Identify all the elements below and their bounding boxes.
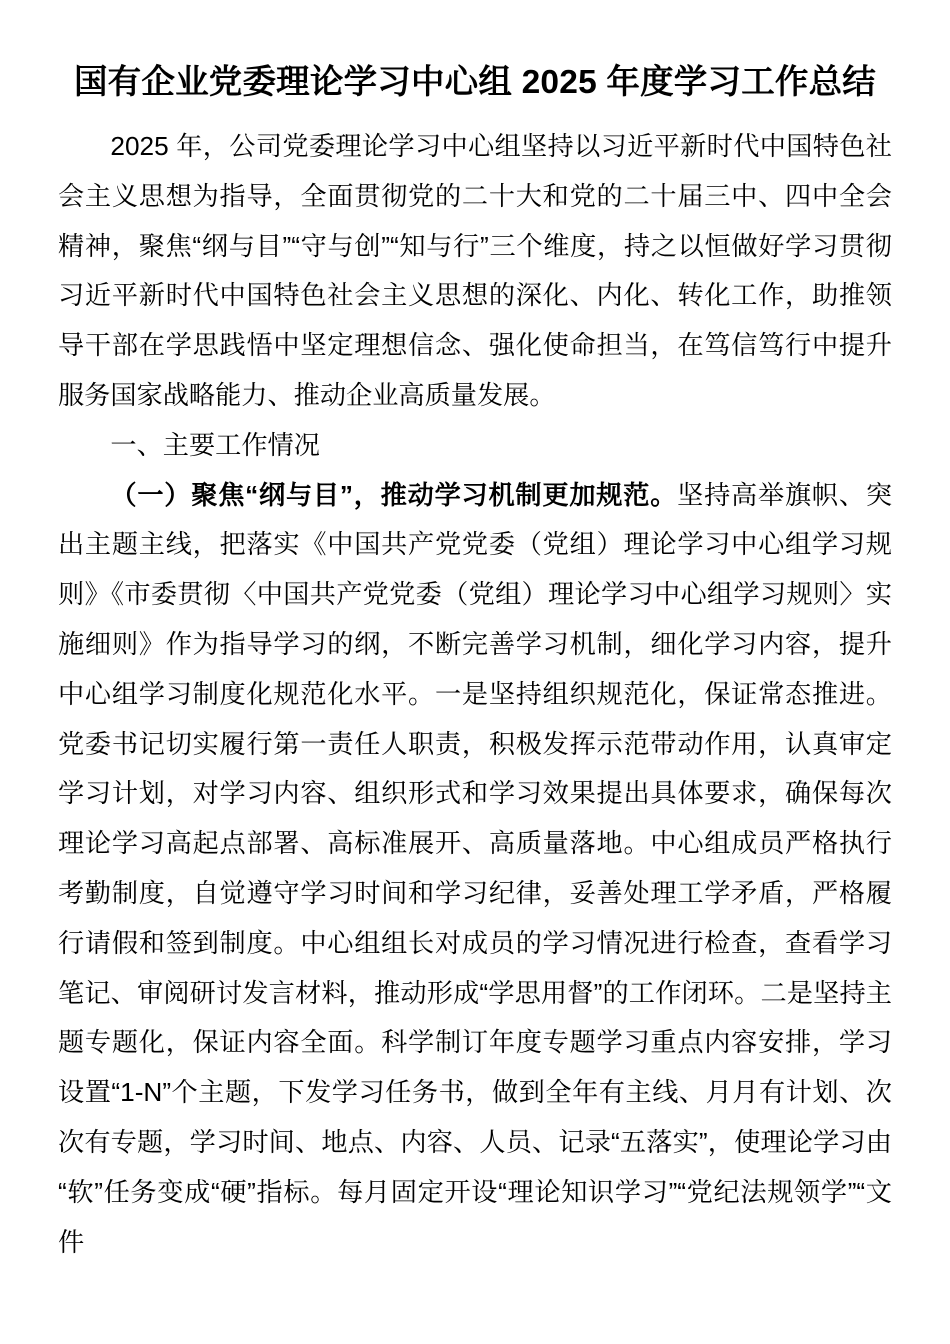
subsection-one-body-text: 坚持高举旗帜、突出主题主线，把落实《中国共产党党委（党组）理论学习中心组学习规则》《市委贯彻〈中国共产党党委（党组）理论学习中心组学习规则〉实施细则》作为指导学习的纲，不断完善学习机制，细化学习内容，提升中心组学习制度化规范化水平。一是坚持组织规范化，保证常态推进。党委书记切实履行第一责任人职责，积极发挥示范带动作用，认真审定学习计划，对学习内容、组织形式和学习效果提出具体要求，确保每次理论学习高起点部署、高标准展开、高质量落地。中心组成员严格执行考勤制度，自觉遵守学习时间和学习纪律，妥善处理工学矛盾，严格履行请假和签到制度。中心组组长对成员的学习情况进行检查，查看学习笔记、审阅研讨发言材料，推动形成“学思用督”的工作闭环。二是坚持主题专题化，保证内容全面。科学制订年度专题学习重点内容安排，学习设置“1-N”个主题，下发学习任务书，做到全年有主线、月月有计划、次次有专题，学习时间、地点、内容、人员、记录“五落实”，使理论学习由“软”任务变成“硬”指标。每月固定开设“理论知识学习”“党纪法规领学”“文件 bbox=[58, 479, 893, 1257]
document-title: 国有企业党委理论学习中心组 2025 年度学习工作总结 bbox=[73, 64, 877, 101]
subsection-one-paragraph bbox=[58, 471, 892, 1268]
subsection-one-bold-lead: （一）聚焦“纲与目”，推动学习机制更加规范。 bbox=[110, 479, 678, 510]
document-content bbox=[58, 58, 892, 1267]
section-heading-one: 一、主要工作情况 bbox=[110, 429, 320, 460]
opening-paragraph: 2025 年，公司党委理论学习中心组坚持以习近平新时代中国特色社会主义思想为指导，全面贯彻党的二十大和党的二十届三中、四中全会精神，聚焦“纲与目”“守与创”“知与行”三个维度，持之以恒做好学习贯彻习近平新时代中国特色社会主义思想的深化、内化、转化工作，助推领导干部在学思践悟中坚定理想信念、强化使命担当，在笃信笃行中提升服务国家战略能力、推动企业高质量发展。 bbox=[58, 131, 892, 410]
